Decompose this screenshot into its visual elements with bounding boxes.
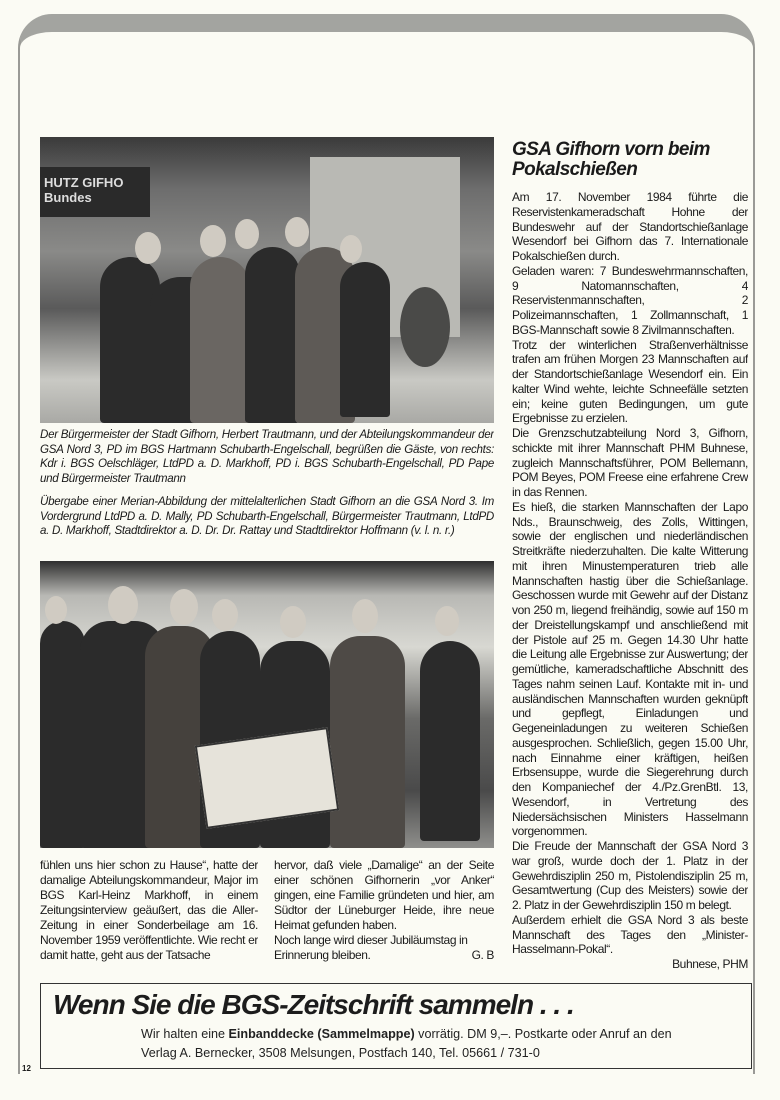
photo-caption-1: Der Bürgermeister der Stadt Gifhorn, Herbert Trautmann, und der Abteilungskommandeur der GSA Nord 3, PD im BGS Hartmann Schubarth-Engelschall, begrüßen die Gäste, von rechts: Kdr i. BGS Oelschläger, LtdPD a. D. Markhoff, PD i. BGS Schubarth-Engelschall, PD Pape und Bürgermeister Trautmann (40, 428, 494, 485)
continued-text: hervor, daß viele „Damalige“ an der Seite einer schönen Gifhornerin „vor Anker“ gingen, eine Familie gründeten und hier, am Südtor der Lüneburger Heide, ihre neue Heimat gefunden haben. (274, 858, 494, 932)
article-paragraph: Geladen waren: 7 Bundeswehrmannschaften, 9 Natomannschaften, 4 Reservistenmannschaften, 2 Polizeimannschaften, 1 Zollmannschaft, 1 BGS-Mannschaft sowie 8 Zivilmannschaften. (512, 263, 748, 337)
continued-text: fühlen uns hier schon zu Hause“, hatte der damalige Abteilungskommandeur, Major im BGS Karl-Heinz Markhoff, in einem Zeitungsinterview geäußert, das die Aller-Zeitung in einer Sonderbeilage am 16. November 1959 veröffentlichte. Wie recht er damit hatte, geht aus der Tatsache (40, 858, 258, 962)
photo-painting-handover (40, 561, 494, 848)
article (512, 140, 748, 976)
photo-captions (40, 428, 494, 556)
article-paragraph: Die Freude der Mannschaft der GSA Nord 3 war groß, wurde doch der 1. Platz in der Gewehrdisziplin 250 m, Pistolendisziplin 25 m, Gesamtwertung (Cup des Meisters) sowie der 2. Platz in der Gewehrdisziplin 150 m belegt. (512, 839, 748, 912)
photo-plant (400, 287, 450, 367)
continued-column-left (40, 858, 258, 976)
page-number: 12 (22, 1064, 31, 1073)
continued-column-right (274, 858, 494, 976)
subscription-banner (40, 983, 752, 1069)
continued-text: Erinnerung bleiben. (274, 948, 371, 962)
photo-reception-greeting (40, 137, 494, 423)
article-paragraph: Außerdem erhielt die GSA Nord 3 als beste Mannschaft des Tages den „Minister-Hasselmann-Pokal“. (512, 912, 748, 957)
continued-text: Noch lange wird dieser Jubiläumstag in (274, 933, 468, 947)
article-paragraph: Am 17. November 1984 führte die Reservistenkameradschaft Hohne der Bundeswehr auf der Standortschießanlage Wesendorf bei Gifhorn das 7. Internationale Pokalschießen durch. (512, 190, 748, 263)
article-signature: Buhnese, PHM (672, 957, 748, 971)
photo-sign: HUTZ GIFHO Bundes (40, 167, 150, 217)
banner-text-part: Wir halten eine (141, 1027, 229, 1041)
continued-signature: G. B (471, 948, 494, 962)
banner-text-part: vorrätig. DM 9,–. Postkarte oder Anruf an den (414, 1027, 672, 1041)
article-paragraph: Es hieß, die starken Mannschaften der Lapo Nds., Braunschweig, des Zolls, Wittingen, sowie der englischen und niederländischen Streitkräfte niederzuhalten. Die kalte Witterung mit ihren Minustemperaturen trieb alle Mannschaften hastig über die Schießanlage. Geschossen wurde mit Gewehr auf der Distanz von 250 m, liegend freihändig, sowie auf 150 m der Dreistellungskampf und anschließend mit der Pistole auf 25 m. Gegen 14.30 Uhr hatte die Leitung alle Ergebnisse zur Auswertung; der gemütliche, kameradschaftliche Abschnitt des Tages nahm seinen Lauf. Kontakte mit in- und ausländischen Mannschaften wurden geknüpft und gepflegt, Einladungen und Gegeneinladungen zu weiteren Schießen ausgesprochen. Schließlich, gegen 15.00 Uhr, nach Einnahme einer kräftigen, heißen Erbsensuppe, wurde die Siegerehrung durch den Kompaniechef der 4./Pz.GrenBtl. 13, Wesendorf, in Vertretung des Niedersächsischen Ministers Hasselmann vorgenommen. (512, 499, 748, 839)
article-paragraph: Trotz der winterlichen Straßenverhältnisse trafen am frühen Morgen 23 Mannschaften auf der Standortschießanlage Wesendorf ein. Ein kalter Wind wehte, leichte Schneefälle setzten ein; keine guten Bedingungen, um gute Ergebnisse zu erzielen. (512, 337, 748, 426)
banner-text-bold: Einbanddecke (Sammelmappe) (228, 1027, 415, 1041)
banner-address: Verlag A. Bernecker, 3508 Melsungen, Postfach 140, Tel. 05661 / 731-0 (141, 1046, 540, 1060)
article-title: GSA Gifhorn vorn beim Pokalschießen (512, 140, 710, 180)
photo-caption-2: Übergabe einer Merian-Abbildung der mittelalterlichen Stadt Gifhorn an die GSA Nord 3. Im Vordergrund LtdPD a. D. Mally, PD Schubarth-Engelschall, Bürgermeister Trautmann, LtdPD a. D. Markhoff, Stadtdirektor a. D. Dr. Dr. Rattay und Stadtdirektor Hoffmann (v. l. n. r.) (40, 495, 494, 537)
banner-headline: Wenn Sie die BGS-Zeitschrift sammeln . . . (53, 989, 574, 1020)
banner-text (141, 1025, 741, 1063)
article-paragraph: Die Grenzschutzabteilung Nord 3, Gifhorn, schickte mit ihrer Mannschaft PHM Buhnese, zugleich Mannschaftsführer, POM Bellemann, POM Beyes, POM Freese eine erfahrene Crew in das Rennen. (512, 426, 748, 499)
